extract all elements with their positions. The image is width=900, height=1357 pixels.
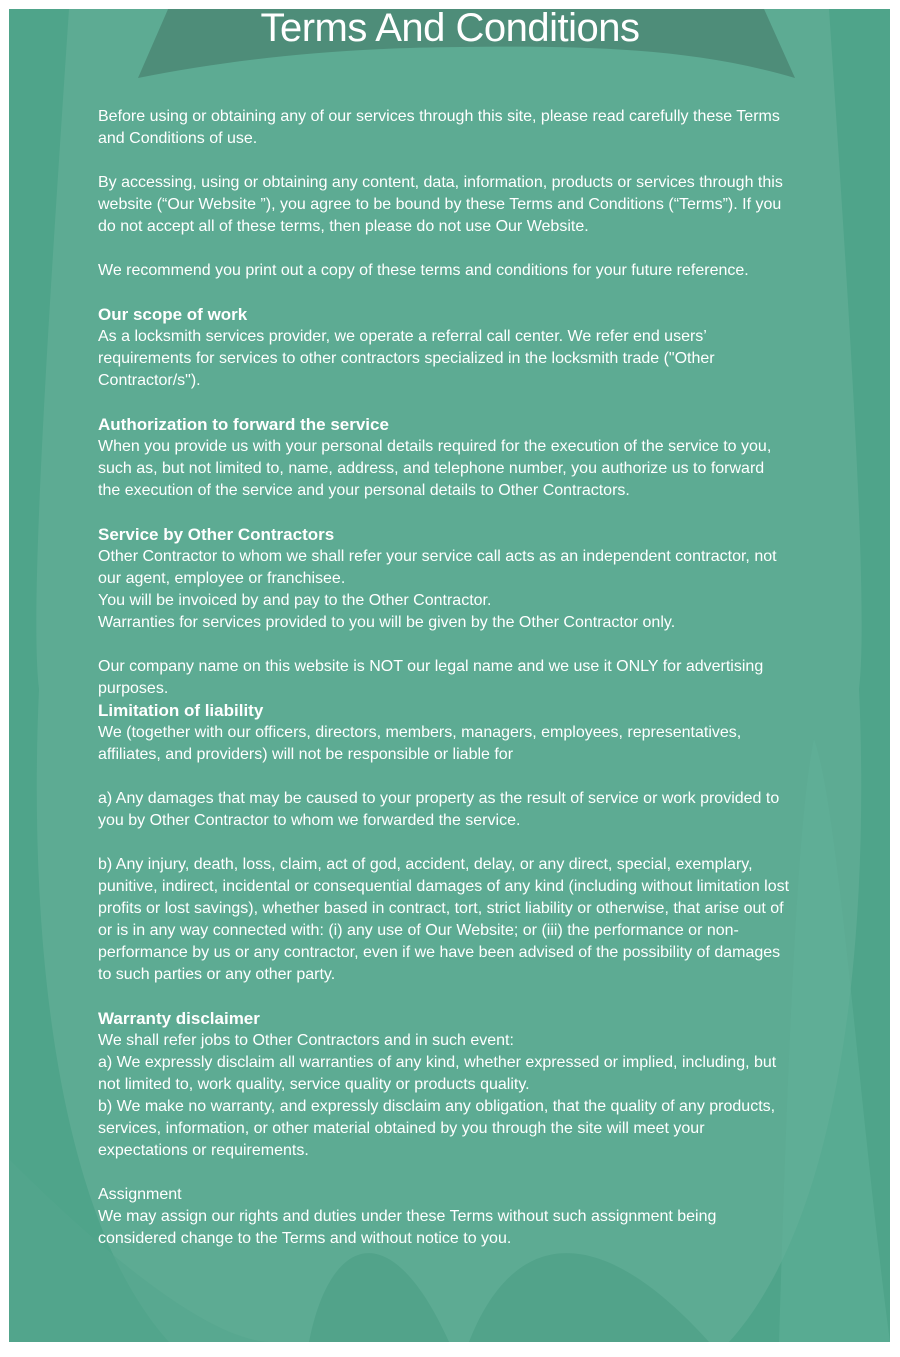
- section-heading: Assignment: [98, 1186, 182, 1203]
- liability-item-a: a) Any damages that may be caused to your property as the result of service or work provided to you by Other Contractor to whom we forwarded the service.: [98, 790, 780, 829]
- section-text: Other Contractor to whom we shall refer your service call acts as an independent contractor, not our agent, employee or franchisee.: [98, 548, 777, 587]
- page-title: Terms And Conditions: [260, 6, 640, 50]
- section-text: As a locksmith services provider, we operate a referral call center. We refer end users’ requirements for services to other contractors specialized in the locksmith trade ("Other Contractor/s").: [98, 328, 715, 389]
- section-authorization: [98, 414, 790, 502]
- section-text: Warranties for services provided to you will be given by the Other Contractor only.: [98, 614, 676, 631]
- section-service: [98, 524, 790, 634]
- section-heading: Our scope of work: [98, 305, 248, 324]
- section-text: When you provide us with your personal details required for the execution of the service to you, such as, but not limited to, name, address, and telephone number, you authorize us to forward the execution of the service and your personal details to Other Contractors.: [98, 438, 772, 499]
- company-name-note: Our company name on this website is NOT our legal name and we use it ONLY for advertising purposes.: [98, 658, 764, 697]
- section-text: We may assign our rights and duties under these Terms without such assignment being considered change to the Terms and without notice to you.: [98, 1208, 717, 1247]
- section-warranty: [98, 1008, 790, 1162]
- section-text: b) We make no warranty, and expressly disclaim any obligation, that the quality of any products, services, information, or other material obtained by you through the site will meet your expectations or requirements.: [98, 1098, 776, 1159]
- section-heading: Service by Other Contractors: [98, 525, 335, 544]
- terms-content: [98, 106, 790, 1272]
- section-liability: [98, 700, 790, 986]
- section-assignment: [98, 1184, 790, 1250]
- intro-paragraph: We recommend you print out a copy of these terms and conditions for your future reference.: [98, 262, 749, 279]
- section-text: You will be invoiced by and pay to the Other Contractor.: [98, 592, 492, 609]
- section-heading: Warranty disclaimer: [98, 1009, 260, 1028]
- section-text: a) We expressly disclaim all warranties of any kind, whether expressed or implied, including, but not limited to, work quality, service quality or products quality.: [98, 1054, 777, 1093]
- section-heading: Limitation of liability: [98, 701, 264, 720]
- section-heading: Authorization to forward the service: [98, 415, 389, 434]
- liability-item-b: b) Any injury, death, loss, claim, act of god, accident, delay, or any direct, special, exemplary, punitive, indirect, incidental or consequential damages of any kind (including without limitation lost profits or lost savings), whether based in contract, tort, strict liability or otherwise, that arise out of or is in any way connected with: (i) any use of Our Website; or (iii) the performance or non-performance by us or any contractor, even if we have been advised of the possibility of damages to such parties or any other party.: [98, 856, 790, 983]
- section-text: We (together with our officers, directors, members, managers, employees, representatives, affiliates, and providers) will not be responsible or liable for: [98, 724, 742, 763]
- intro-paragraph: By accessing, using or obtaining any content, data, information, products or services through this website (“Our Website ”), you agree to be bound by these Terms and Conditions (“Terms”). If you do not accept all of these terms, then please do not use Our Website.: [98, 174, 783, 235]
- section-text: We shall refer jobs to Other Contractors and in such event:: [98, 1032, 514, 1049]
- intro-paragraph: Before using or obtaining any of our services through this site, please read carefully these Terms and Conditions of use.: [98, 108, 780, 147]
- section-scope: [98, 304, 790, 392]
